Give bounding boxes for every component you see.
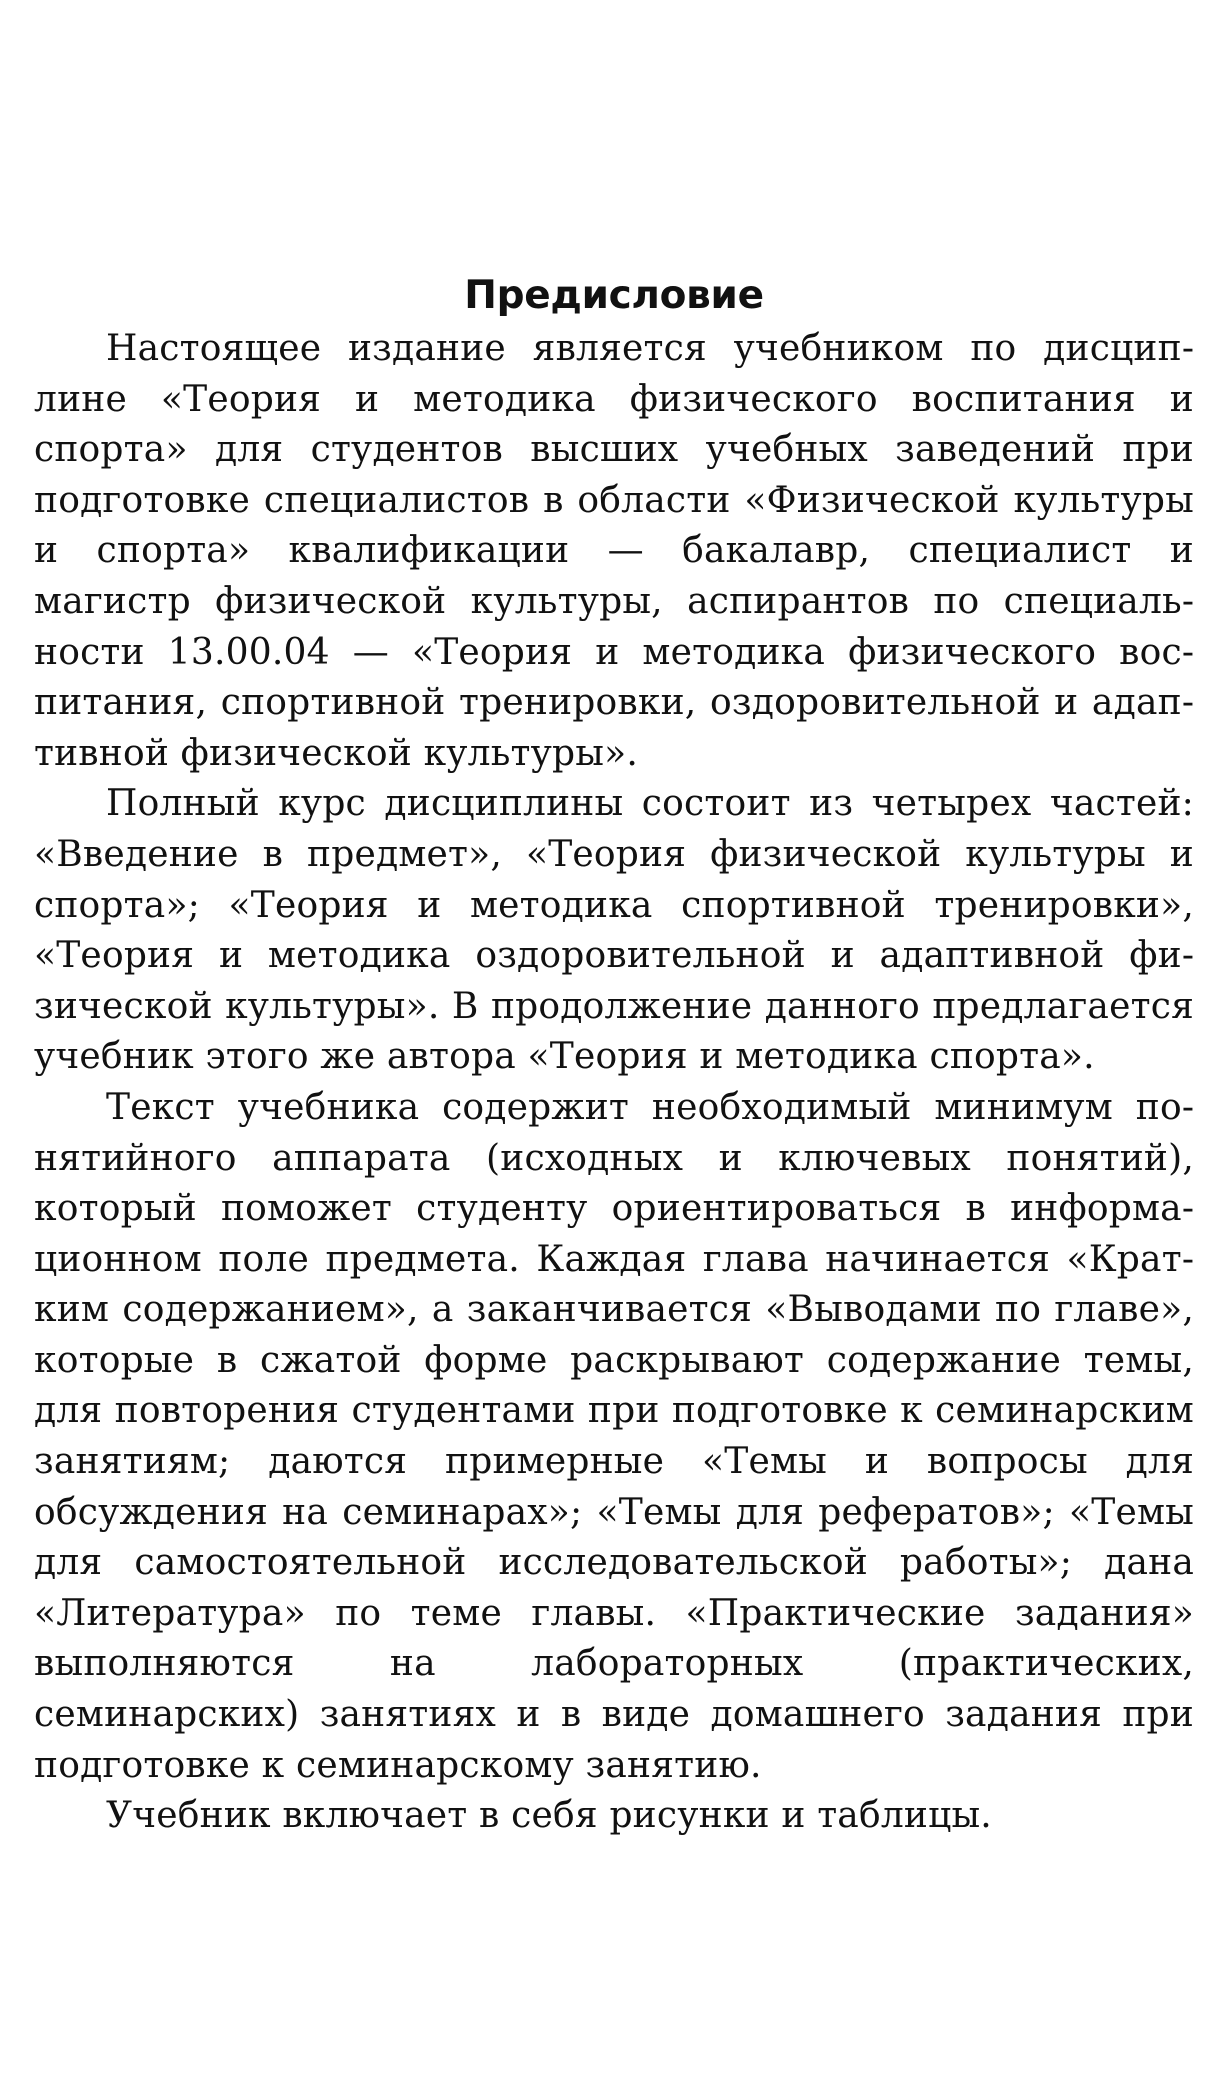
paragraph-3: Текст учебника содержит необходимый минимум понятийного аппарата (исходных и ключевых понятий), который поможет студенту ориентироваться в информационном поле предмета. Каждая глава начинается «Кратким содержанием», а заканчивается «Выводами по главе», которые в сжатой форме раскрывают содержание темы, для повторения студентами при подготовке к семинарским занятиям; даются примерные «Темы и вопросы для обсуждения на семинарах»; «Темы для рефератов»; «Темы для самостоятельной исследовательской работы»; дана «Литература» по теме главы. «Практические задания» выполняются на лабораторных (практических, семинарских) занятиях и в виде домашнего задания при подготовке к семинарскому занятию.: [34, 1086, 1194, 1786]
paragraph-2: Полный курс дисциплины состоит из четырех частей: «Введение в предмет», «Теория физической культуры и спорта»; «Теория и методика спортивной тренировки», «Теория и методика оздоровительной и адаптивной физической культуры». В продолжение данного предлагается учебник этого же автора «Теория и методика спорта».: [34, 783, 1194, 1078]
paragraph-1: Настоящее издание является учебником по дисциплине «Теория и методика физического воспитания и спорта» для студентов высших учебных заведений при подготовке специалистов в области «Физической культуры и спорта» квалификации — бакалавр, специалист и магистр физической культуры, аспирантов по специальности 13.00.04 — «Теория и методика физического воспитания, спортивной тренировки, оздоровительной и адаптивной физической культуры».: [34, 328, 1194, 774]
page-title: Предисловие: [464, 273, 764, 318]
preface-text: [34, 268, 1194, 1842]
paragraph-4: Учебник включает в себя рисунки и таблицы.: [106, 1795, 992, 1837]
